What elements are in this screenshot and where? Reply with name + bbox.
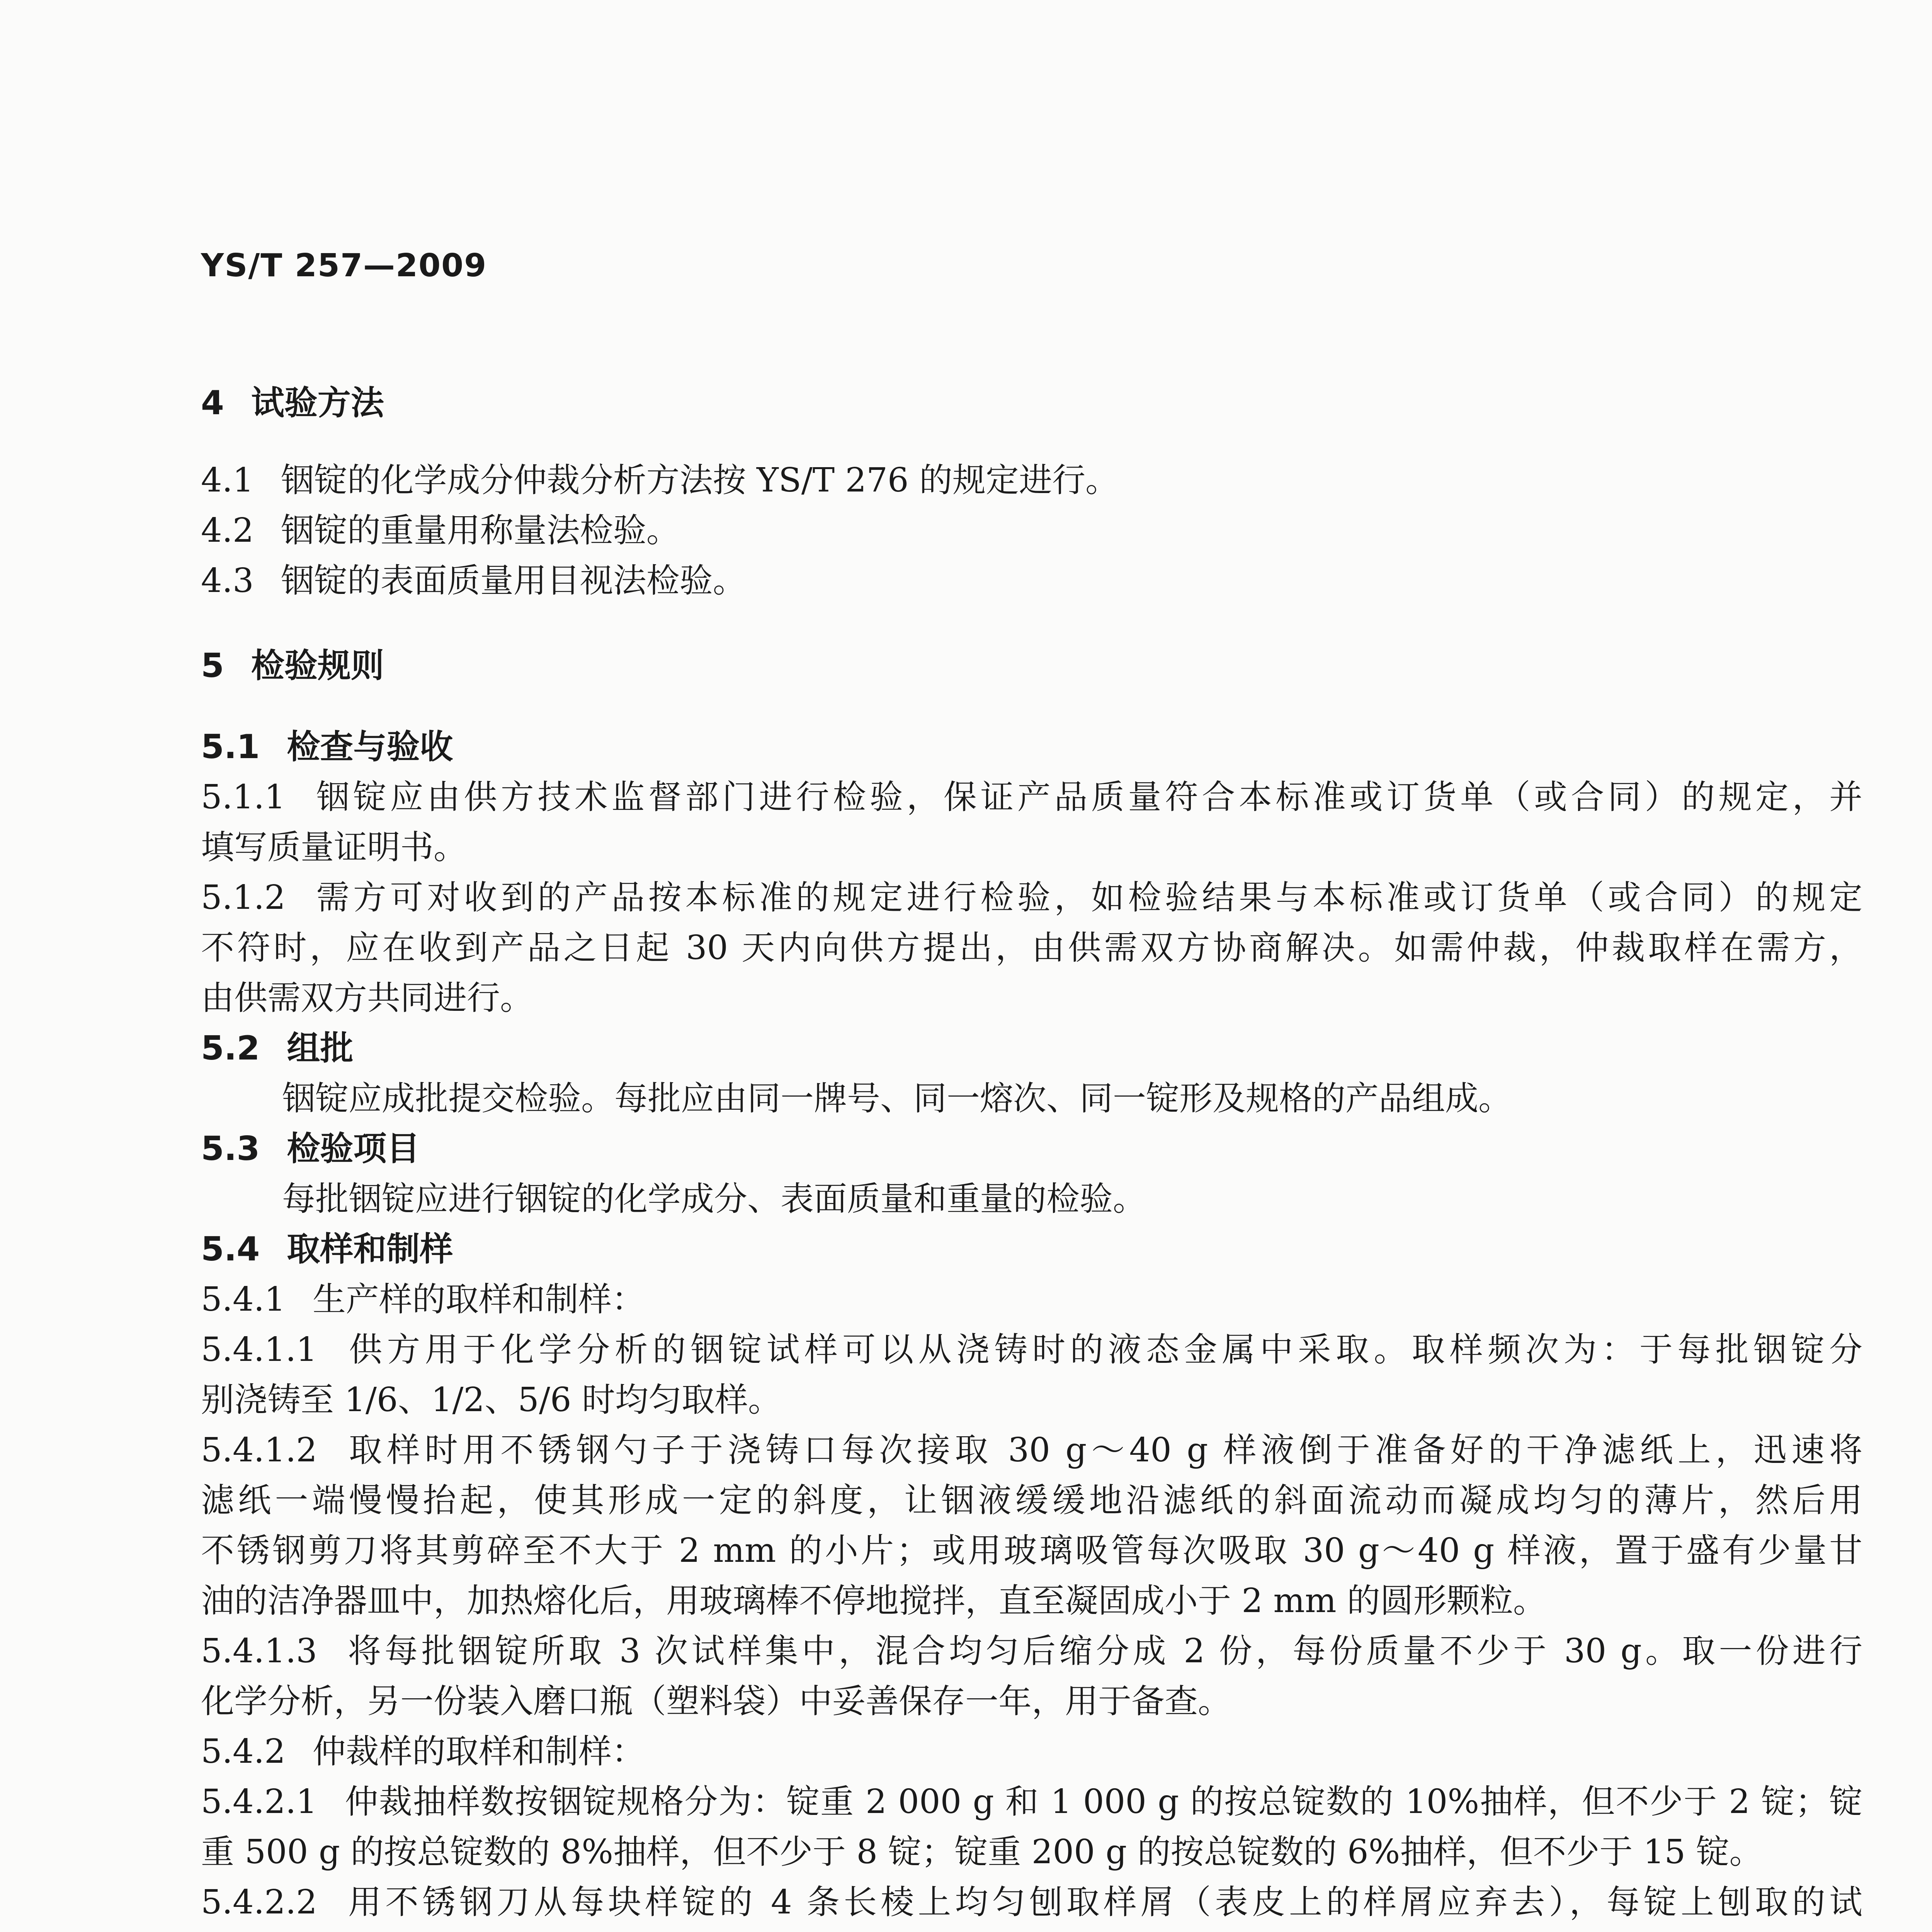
clause-number: 5.2	[201, 1029, 260, 1068]
paragraph-line	[201, 461, 1862, 500]
clause-text: 生产样的取样和制样：	[312, 1280, 645, 1319]
paragraph-line	[201, 1883, 1862, 1922]
section-heading	[201, 386, 1862, 420]
section-heading	[201, 1230, 1862, 1269]
paragraph-line	[201, 511, 1862, 550]
clause-text: 需方可对收到的产品按本标准的规定进行检验，如检验结果与本标准或订货单（或合同）的规定	[312, 878, 1862, 917]
standard-code: YS/T 257—2009	[201, 247, 487, 284]
clause-text: 取样时用不锈钢勺子于浇铸口每次接取 30 g～40 g 样液倒于准备好的干净滤纸上，迅速将	[344, 1431, 1862, 1469]
clause-number: 4.2	[201, 511, 254, 550]
paragraph-line	[201, 1431, 1862, 1469]
clause-text: 滤纸一端慢慢抬起，使其形成一定的斜度，让铟液缓缓地沿滤纸的斜面流动而凝成均匀的薄片，然后用	[201, 1481, 1862, 1520]
clause-text: 每批铟锭应进行铟锭的化学成分、表面质量和重量的检验。	[282, 1180, 1146, 1218]
clause-text: 组批	[287, 1029, 354, 1068]
clause-text: 别浇铸至 1/6、1/2、5/6 时均匀取样。	[201, 1381, 781, 1419]
section-heading	[201, 1129, 1862, 1168]
paragraph-line	[201, 1582, 1862, 1620]
clause-text: 铟锭的重量用称量法检验。	[281, 511, 680, 550]
section-heading	[201, 1029, 1862, 1068]
paragraph-line	[201, 1682, 1862, 1721]
paragraph-line	[282, 1079, 1862, 1118]
clause-number: 4	[201, 384, 224, 422]
clause-text: 化学分析，另一份装入磨口瓶（塑料袋）中妥善保存一年，用于备查。	[201, 1682, 1231, 1721]
clause-number: 5.4.1	[201, 1280, 286, 1319]
clause-text: 检验项目	[287, 1129, 420, 1168]
clause-number: 5.1.1	[201, 778, 286, 816]
paragraph-line	[201, 1531, 1862, 1570]
clause-text: 由供需双方共同进行。	[201, 979, 533, 1017]
clause-text: 铟锭的化学成分仲裁分析方法按 YS/T 276 的规定进行。	[281, 461, 1119, 500]
paragraph-line	[201, 1732, 1862, 1771]
clause-text: 将每批铟锭所取 3 次试样集中，混合均匀后缩分成 2 份，每份质量不少于 30 g。取一份进行	[344, 1632, 1862, 1670]
paragraph-line	[201, 878, 1862, 917]
clause-number: 5.1	[201, 728, 260, 766]
clause-text: 不锈钢剪刀将其剪碎至不大于 2 mm 的小片；或用玻璃吸管每次吸取 30 g～40 g 样液，置于盛有少量甘	[201, 1531, 1862, 1570]
paragraph-line	[201, 1383, 1862, 1417]
paragraph-line	[201, 828, 1862, 867]
clause-number: 5.4.1.1	[201, 1330, 317, 1369]
paragraph-line	[282, 1182, 1862, 1216]
clause-text: 检验规则	[251, 646, 384, 685]
clause-text: 仲裁样的取样和制样：	[312, 1732, 645, 1771]
paragraph-line	[201, 1835, 1862, 1869]
clause-number: 5.4	[201, 1230, 260, 1269]
clause-number: 5.4.2.1	[201, 1782, 317, 1821]
paragraph-line	[201, 929, 1862, 967]
paragraph-line	[201, 1280, 1862, 1319]
clause-text: 用不锈钢刀从每块样锭的 4 条长棱上均匀刨取样屑（表皮上的样屑应弃去），每锭上刨取的试	[344, 1883, 1862, 1922]
clause-text: 填写质量证明书。	[201, 828, 467, 867]
clause-number: 5.4.2.2	[201, 1883, 317, 1922]
clause-text: 铟锭应成批提交检验。每批应由同一牌号、同一熔次、同一锭形及规格的产品组成。	[282, 1079, 1512, 1118]
clause-number: 5	[201, 646, 224, 685]
clause-text: 铟锭的表面质量用目视法检验。	[281, 561, 746, 600]
clause-text: 检查与验收	[287, 728, 453, 766]
clause-number: 4.3	[201, 561, 254, 600]
clause-text: 铟锭应由供方技术监督部门进行检验，保证产品质量符合本标准或订货单（或合同）的规定，并	[312, 778, 1862, 816]
clause-text: 取样和制样	[287, 1230, 453, 1269]
clause-text: 重 500 g 的按总锭数的 8%抽样，但不少于 8 锭；锭重 200 g 的按总锭数的 6%抽样，但不少于 15 锭。	[201, 1833, 1763, 1871]
clause-text: 仲裁抽样数按铟锭规格分为：锭重 2 000 g 和 1 000 g 的按总锭数的 10%抽样，但不少于 2 锭；锭	[344, 1782, 1862, 1821]
clause-number: 5.4.2	[201, 1732, 286, 1771]
section-heading	[201, 730, 1862, 764]
clause-number: 4.1	[201, 461, 254, 500]
paragraph-line	[201, 778, 1862, 816]
clause-number: 5.4.1.2	[201, 1431, 317, 1469]
clause-number: 5.4.1.3	[201, 1632, 317, 1670]
clause-text: 油的洁净器皿中，加热熔化后，用玻璃棒不停地搅拌，直至凝固成小于 2 mm 的圆形颗粒。	[201, 1582, 1546, 1620]
clause-text: 试验方法	[251, 384, 384, 422]
paragraph-line	[201, 1481, 1862, 1520]
paragraph-line	[201, 561, 1862, 600]
clause-text: 不符时，应在收到产品之日起 30 天内向供方提出，由供需双方协商解决。如需仲裁，仲裁取样在需方，	[201, 929, 1862, 967]
section-heading	[201, 646, 1862, 685]
paragraph-line	[201, 1634, 1862, 1668]
clause-text: 供方用于化学分析的铟锭试样可以从浇铸时的液态金属中采取。取样频次为：于每批铟锭分	[344, 1330, 1862, 1369]
paragraph-line	[201, 1330, 1862, 1369]
clause-number: 5.1.2	[201, 878, 286, 917]
paragraph-line	[201, 1782, 1862, 1821]
paragraph-line	[201, 981, 1862, 1015]
clause-number: 5.3	[201, 1129, 260, 1168]
